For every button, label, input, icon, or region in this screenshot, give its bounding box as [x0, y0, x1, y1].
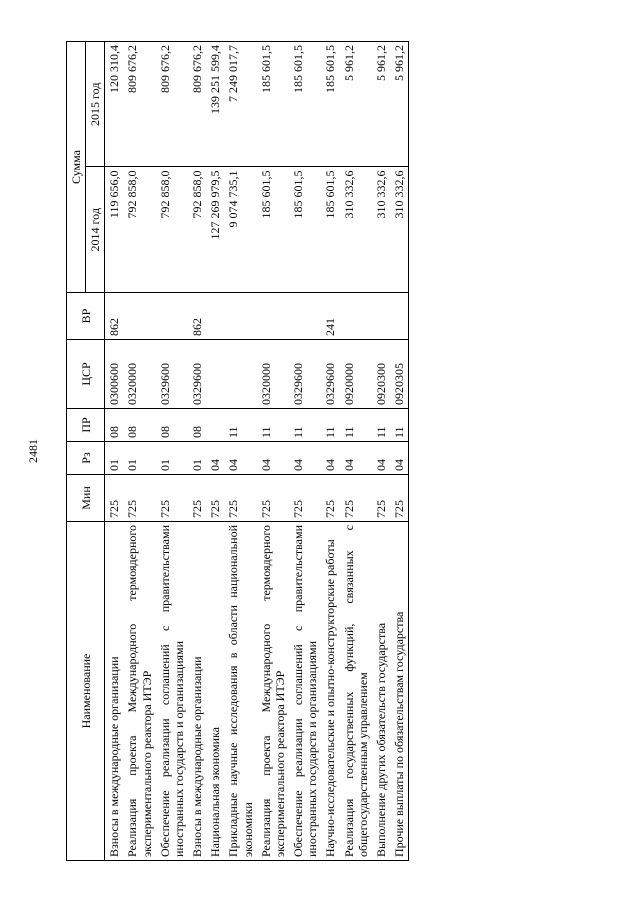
- cell-vr: [372, 293, 390, 340]
- cell-csr: 0920300: [372, 340, 390, 409]
- header-sum: Сумма: [67, 42, 86, 293]
- cell-2015: 809 676,2: [188, 42, 206, 168]
- cell-rz: 01: [188, 442, 206, 475]
- cell-min: 725: [390, 475, 409, 522]
- cell-rz: 04: [340, 442, 372, 475]
- page-number: 2481: [26, 439, 40, 463]
- table-row: [105, 42, 124, 861]
- cell-pr: 11: [372, 409, 390, 442]
- cell-name: Обеспечение реализации соглашений с правительствами иностранных государств и организациями: [156, 522, 188, 861]
- cell-vr: [257, 293, 289, 340]
- cell-2015: 809 676,2: [156, 42, 188, 168]
- cell-min: 725: [257, 475, 289, 522]
- cell-vr: 241: [321, 293, 339, 340]
- cell-pr: 11: [289, 409, 321, 442]
- cell-min: 725: [123, 475, 155, 522]
- table-row: [321, 42, 339, 861]
- cell-vr: [224, 293, 256, 340]
- cell-pr: 11: [224, 409, 256, 442]
- cell-min: 725: [188, 475, 206, 522]
- cell-pr: 08: [188, 409, 206, 442]
- table-row: [372, 42, 390, 861]
- cell-pr: 11: [390, 409, 409, 442]
- header-year-2015: 2015 год: [86, 42, 105, 168]
- cell-csr: 0320000: [123, 340, 155, 409]
- cell-name: Взносы в международные организации: [188, 522, 206, 861]
- cell-name: Научно-исследовательские и опытно-конструкторские работы: [321, 522, 339, 861]
- cell-vr: [123, 293, 155, 340]
- cell-csr: 0920305: [390, 340, 409, 409]
- cell-pr: [206, 409, 224, 442]
- cell-rz: 04: [224, 442, 256, 475]
- cell-vr: [206, 293, 224, 340]
- table-row: [156, 42, 188, 861]
- header-min: Мин: [67, 475, 105, 522]
- cell-rz: 04: [372, 442, 390, 475]
- cell-2014: 310 332,6: [340, 167, 372, 293]
- cell-rz: 04: [390, 442, 409, 475]
- cell-vr: 862: [188, 293, 206, 340]
- cell-rz: 04: [289, 442, 321, 475]
- cell-min: 725: [105, 475, 124, 522]
- cell-2014: 792 858,0: [188, 167, 206, 293]
- table-row: [123, 42, 155, 861]
- cell-2015: 5 961,2: [390, 42, 409, 168]
- cell-2014: 792 858,0: [156, 167, 188, 293]
- cell-pr: 08: [156, 409, 188, 442]
- cell-min: 725: [224, 475, 256, 522]
- cell-name: Прикладные научные исследования в области национальной экономики: [224, 522, 256, 861]
- cell-rz: 04: [321, 442, 339, 475]
- cell-name: Взносы в международные организации: [105, 522, 124, 861]
- table-row: [206, 42, 224, 861]
- cell-csr: 0920000: [340, 340, 372, 409]
- cell-name: Национальная экономика: [206, 522, 224, 861]
- header-name: Наименование: [67, 522, 105, 861]
- cell-vr: [390, 293, 409, 340]
- cell-rz: 01: [105, 442, 124, 475]
- cell-name: Обеспечение реализации соглашений с правительствами иностранных государств и организациями: [289, 522, 321, 861]
- cell-2015: 139 251 599,4: [206, 42, 224, 168]
- cell-2015: 185 601,5: [321, 42, 339, 168]
- cell-name: Реализация проекта Международного термоядерного экспериментального реактора ИТЭР: [257, 522, 289, 861]
- cell-csr: 0329600: [289, 340, 321, 409]
- cell-2014: 185 601,5: [289, 167, 321, 293]
- cell-min: 725: [340, 475, 372, 522]
- header-rz: Рз: [67, 442, 105, 475]
- cell-csr: 0320000: [257, 340, 289, 409]
- table-header: [67, 42, 105, 861]
- cell-pr: 08: [105, 409, 124, 442]
- cell-csr: 0300600: [105, 340, 124, 409]
- header-year-2014: 2014 год: [86, 167, 105, 293]
- cell-rz: 01: [123, 442, 155, 475]
- table-body: [105, 42, 409, 861]
- cell-name: Прочие выплаты по обязательствам государства: [390, 522, 409, 861]
- cell-2014: 185 601,5: [321, 167, 339, 293]
- cell-pr: 11: [340, 409, 372, 442]
- cell-csr: 0329600: [188, 340, 206, 409]
- table-row: [224, 42, 256, 861]
- budget-table: [66, 41, 409, 861]
- cell-2014: 310 332,6: [390, 167, 409, 293]
- header-row-1: [67, 42, 86, 861]
- table-row: [289, 42, 321, 861]
- cell-2014: 9 074 735,1: [224, 167, 256, 293]
- header-vr: ВР: [67, 293, 105, 340]
- table-row: [340, 42, 372, 861]
- cell-2015: 809 676,2: [123, 42, 155, 168]
- cell-2014: 792 858,0: [123, 167, 155, 293]
- cell-min: 725: [289, 475, 321, 522]
- cell-name: Реализация государственных функций, связанных с общегосударственным управлением: [340, 522, 372, 861]
- cell-csr: 0329600: [321, 340, 339, 409]
- cell-2015: 120 310,4: [105, 42, 124, 168]
- cell-pr: 08: [123, 409, 155, 442]
- cell-2014: 310 332,6: [372, 167, 390, 293]
- rotated-table-container: [66, 41, 606, 861]
- cell-2014: 185 601,5: [257, 167, 289, 293]
- table-row: [188, 42, 206, 861]
- cell-min: 725: [372, 475, 390, 522]
- cell-name: Выполнение других обязательств государства: [372, 522, 390, 861]
- cell-vr: [156, 293, 188, 340]
- cell-vr: 862: [105, 293, 124, 340]
- cell-vr: [289, 293, 321, 340]
- cell-csr: [206, 340, 224, 409]
- header-pr: ПР: [67, 409, 105, 442]
- cell-pr: 11: [321, 409, 339, 442]
- cell-rz: 04: [206, 442, 224, 475]
- cell-rz: 01: [156, 442, 188, 475]
- cell-2015: 5 961,2: [340, 42, 372, 168]
- cell-vr: [340, 293, 372, 340]
- cell-name: Реализация проекта Международного термоядерного экспериментального реактора ИТЭР: [123, 522, 155, 861]
- cell-2014: 119 656,0: [105, 167, 124, 293]
- cell-csr: [224, 340, 256, 409]
- cell-pr: 11: [257, 409, 289, 442]
- cell-2014: 127 269 979,5: [206, 167, 224, 293]
- cell-min: 725: [321, 475, 339, 522]
- cell-rz: 04: [257, 442, 289, 475]
- table-row: [390, 42, 409, 861]
- cell-2015: 7 249 017,7: [224, 42, 256, 168]
- header-csr: ЦСР: [67, 340, 105, 409]
- cell-min: 725: [206, 475, 224, 522]
- cell-min: 725: [156, 475, 188, 522]
- cell-2015: 185 601,5: [289, 42, 321, 168]
- table-row: [257, 42, 289, 861]
- cell-2015: 5 961,2: [372, 42, 390, 168]
- cell-csr: 0329600: [156, 340, 188, 409]
- cell-2015: 185 601,5: [257, 42, 289, 168]
